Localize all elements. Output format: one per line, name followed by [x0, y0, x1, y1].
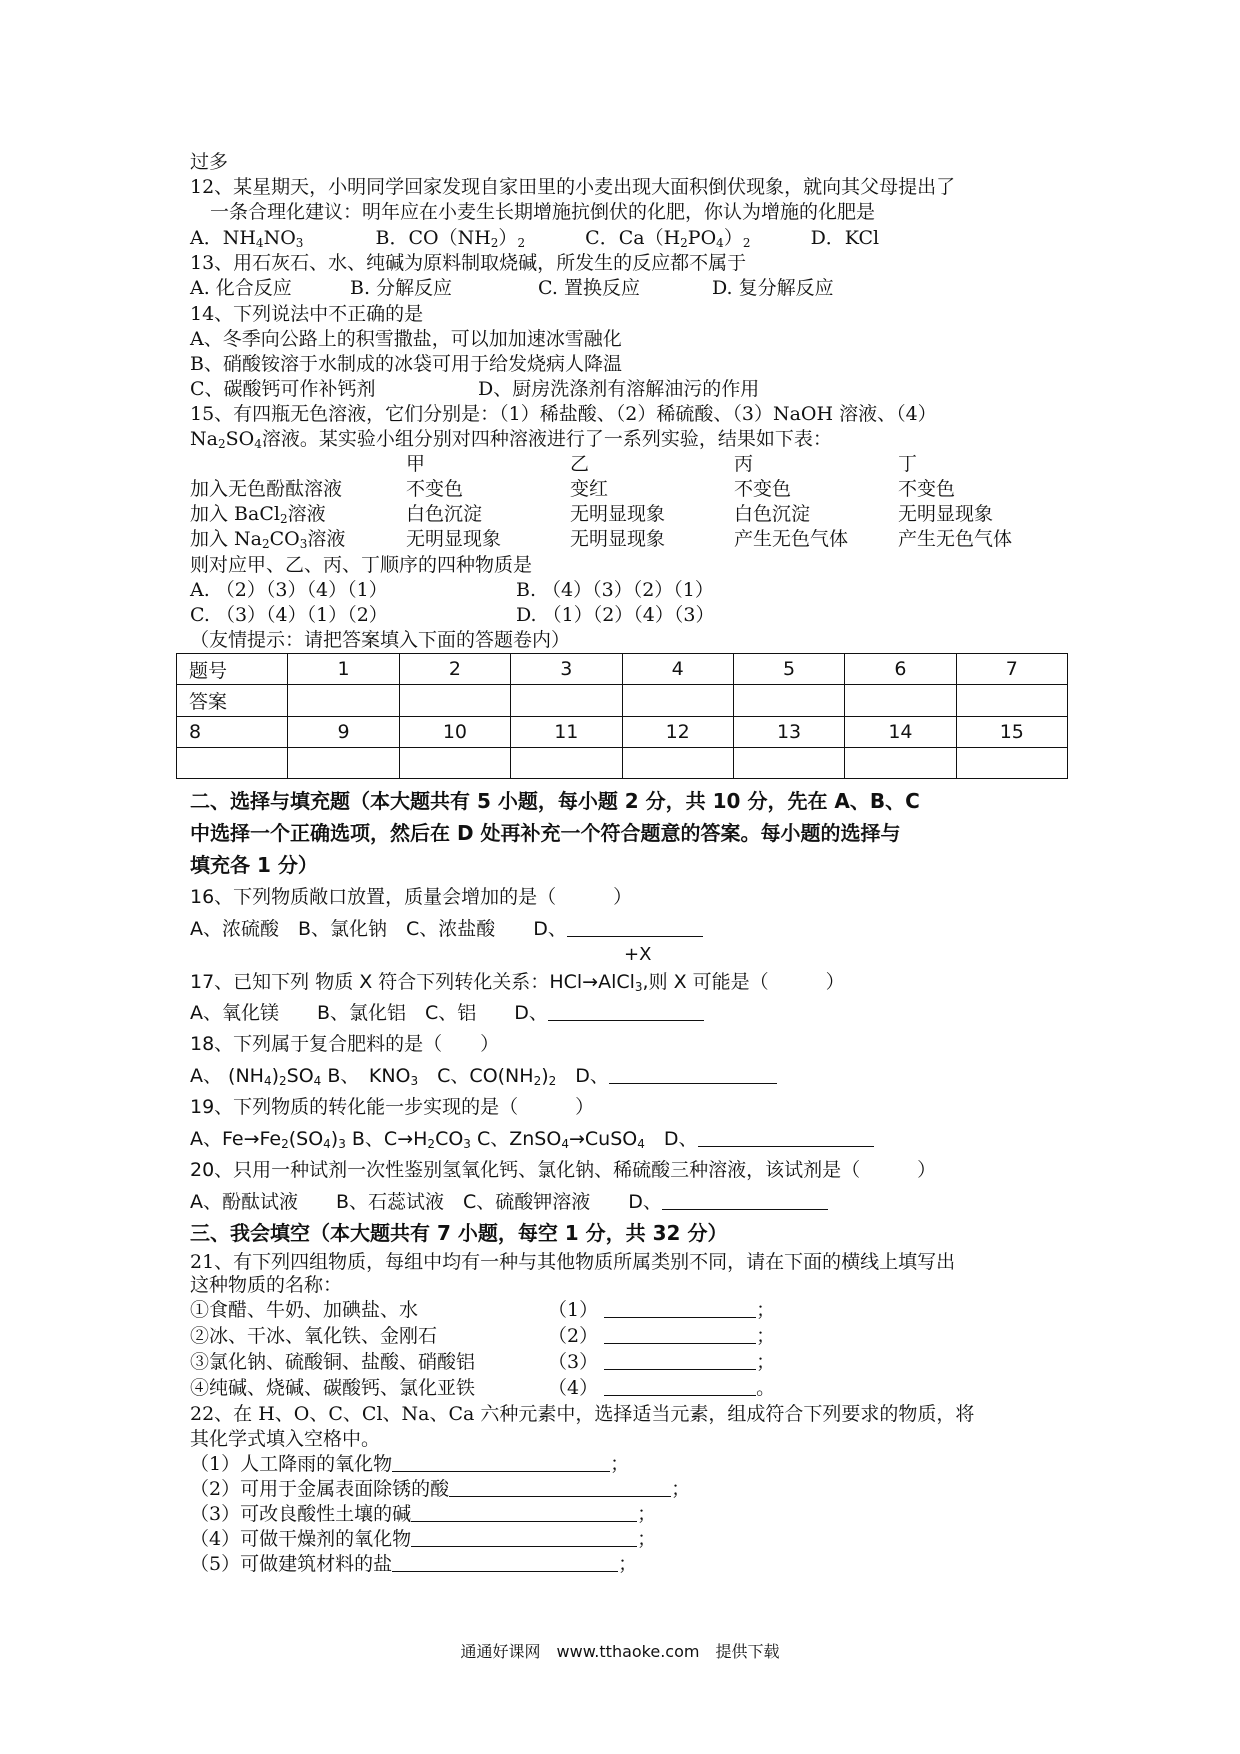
table-cell: 题号: [177, 654, 288, 685]
q22-answer-blank[interactable]: [392, 1453, 610, 1472]
table-cell: 8: [177, 716, 288, 747]
answer-cell[interactable]: [288, 747, 399, 778]
q15-option-d: D. （1）（2）（4）（3）: [516, 604, 715, 626]
q21-stem-2: 这种物质的名称：: [190, 1274, 343, 1296]
q15-cell: 白色沉淀: [734, 503, 811, 525]
answer-cell[interactable]: [177, 747, 288, 778]
q21-answer-blank[interactable]: [604, 1325, 756, 1344]
q15-cell: 不变色: [898, 478, 956, 500]
q15-cell: 不变色: [734, 478, 792, 500]
q13-option-a: A. 化合反应: [190, 277, 292, 299]
section-3-heading: 三、我会填空（本大题共有 7 小题，每空 1 分，共 32 分）: [190, 1221, 728, 1245]
q15-cell: 产生无色气体: [898, 528, 1013, 550]
q17-options: A、氧化镁 B、氯化铝 C、铝 D、: [190, 1001, 704, 1025]
q13-option-c: C. 置换反应: [538, 277, 640, 299]
q19-options: A、$Fe\to Fe_2(SO_4)_3$ B、$C\to H_2CO_3$ C、ZnSO$_4$→CuSO$_4$ D、: [190, 1127, 874, 1151]
q15-stem-1: 15、有四瓶无色溶液，它们分别是：（1）稀盐酸、（2）稀硫酸、（3）NaOH 溶液、（4）: [190, 403, 937, 425]
q18-stem: 18、下列属于复合肥料的是（ ）: [190, 1033, 500, 1055]
q15-cell: 无明显现象: [406, 528, 502, 550]
table-row: [177, 716, 1068, 747]
q22-answer-blank[interactable]: [411, 1503, 637, 1522]
q21-answer-blank[interactable]: [604, 1351, 756, 1370]
table-row: [177, 685, 1068, 716]
footer-source: 通通好课网 www.tthaoke.com 提供下载: [460, 1642, 780, 1661]
q16-options: A、浓硫酸 B、氯化钠 C、浓盐酸 D、: [190, 917, 703, 941]
answer-cell[interactable]: [622, 685, 733, 716]
q21-answer-blank[interactable]: [604, 1377, 756, 1396]
q17-stem: 17、已知下列 物质 X 符合下列转化关系：HCl→AlCl$_3$,则 X 可能是（ ）: [190, 971, 845, 994]
q12-options: [190, 226, 879, 250]
q18-options: A、 $(NH_4)_2SO_4$ B、 $KNO_3$ C、$CO(NH_2)_2$ D、: [190, 1064, 777, 1088]
q21-answer-line: （2） ；: [548, 1325, 776, 1347]
q15-option-a: A. （2）（3）（4）（1）: [190, 579, 388, 601]
q15-cell: 无明显现象: [898, 503, 994, 525]
q19-stem: 19、下列物质的转化能一步实现的是（ ）: [190, 1096, 595, 1118]
q20-answer-blank[interactable]: [662, 1191, 828, 1210]
q15-cell: 无明显现象: [570, 503, 666, 525]
q15-header-4: 丁: [898, 453, 918, 475]
q22-item: （2）可用于金属表面除锈的酸 ；: [190, 1478, 691, 1500]
q14-option-b: B、硝酸铵溶于水制成的冰袋可用于给发烧病人降温: [190, 353, 622, 375]
q15-header-2: 乙: [570, 453, 590, 475]
q22-item: （3）可改良酸性土壤的碱 ；: [190, 1503, 657, 1525]
table-cell: 4: [622, 654, 733, 685]
q21-item: ④纯碱、烧碱、碳酸钙、氯化亚铁: [190, 1377, 476, 1399]
table-cell: 5: [733, 654, 844, 685]
q15-stem-2: $Na_2SO_4$溶液。某实验小组分别对四种溶液进行了一系列实验，结果如下表：: [190, 428, 832, 451]
q13-option-d: D. 复分解反应: [712, 277, 834, 299]
table-cell: 12: [622, 716, 733, 747]
q22-stem-1: 22、在 H、O、C、Cl、Na、Ca 六种元素中，选择适当元素，组成符合下列要求的物质，将: [190, 1403, 975, 1425]
q12-option-c: C．$Ca(H_2PO_4)_2$: [585, 227, 751, 250]
table-cell: 1: [288, 654, 399, 685]
q22-item: （4）可做干燥剂的氧化物 ；: [190, 1528, 657, 1550]
q21-answer-line: （4） 。: [548, 1377, 776, 1399]
section-2-heading-3: 填充各 1 分）: [190, 853, 318, 877]
q15-option-c: C. （3）（4）（1）（2）: [190, 604, 388, 626]
section-2-heading-1: 二、选择与填充题（本大题共有 5 小题，每小题 2 分，共 10 分，先在 A、B、C: [190, 789, 920, 813]
answer-cell[interactable]: [956, 747, 1067, 778]
q15-row-label: 加入 $Na_2CO_3$溶液: [190, 528, 346, 551]
table-cell: 3: [511, 654, 622, 685]
q15-header-3: 丙: [734, 453, 754, 475]
q22-answer-blank[interactable]: [411, 1528, 637, 1547]
section-2-heading-2: 中选择一个正确选项，然后在 D 处再补充一个符合题意的答案。每小题的选择与: [190, 821, 901, 845]
q21-answer-blank[interactable]: [604, 1299, 756, 1318]
q12-option-b: B．$CO(NH_2)_2$: [375, 227, 526, 250]
q12-option-d: D．KCl: [810, 227, 880, 249]
answer-cell[interactable]: [956, 685, 1067, 716]
q13-option-b: B. 分解反应: [350, 277, 453, 299]
q17-reagent-label: +X: [624, 944, 652, 965]
q22-answer-blank[interactable]: [449, 1478, 671, 1497]
table-cell: 10: [399, 716, 510, 747]
q15-ask: 则对应甲、乙、丙、丁顺序的四种物质是: [190, 554, 533, 576]
q15-row-label: 加入无色酚酞溶液: [190, 478, 343, 500]
table-cell: 11: [511, 716, 622, 747]
q17-answer-blank[interactable]: [548, 1002, 704, 1021]
answer-cell[interactable]: [511, 685, 622, 716]
answer-cell[interactable]: [845, 685, 956, 716]
q22-stem-2: 其化学式填入空格中。: [190, 1428, 381, 1450]
answer-cell[interactable]: [733, 685, 844, 716]
answer-cell[interactable]: [845, 747, 956, 778]
q21-answer-line: （3） ；: [548, 1351, 776, 1373]
answer-cell[interactable]: [399, 685, 510, 716]
q18-answer-blank[interactable]: [609, 1065, 777, 1084]
table-row: [177, 654, 1068, 685]
q12-option-a: A．$NH_4NO_3$: [190, 227, 304, 250]
q14-option-d: D、厨房洗涤剂有溶解油污的作用: [478, 378, 760, 400]
table-cell: 13: [733, 716, 844, 747]
answer-cell[interactable]: [399, 747, 510, 778]
q21-item: ③氯化钠、硫酸铜、盐酸、硝酸铝: [190, 1351, 476, 1373]
q13-stem: 13、用石灰石、水、纯碱为原料制取烧碱，所发生的反应都不属于: [190, 252, 747, 274]
q12-stem-2: 一条合理化建议：明年应在小麦生长期增施抗倒伏的化肥，你认为增施的化肥是: [210, 201, 876, 223]
q15-cell: 无明显现象: [570, 528, 666, 550]
table-cell: 14: [845, 716, 956, 747]
q20-options: A、酚酞试液 B、石蕊试液 C、硫酸钾溶液 D、: [190, 1190, 828, 1214]
answer-table: [176, 653, 1068, 779]
q14-stem: 14、下列说法中不正确的是: [190, 303, 424, 325]
q22-answer-blank[interactable]: [392, 1553, 618, 1572]
q15-cell: 白色沉淀: [406, 503, 483, 525]
q20-stem: 20、只用一种试剂一次性鉴别氢氧化钙、氯化钠、稀硫酸三种溶液，该试剂是（ ）: [190, 1159, 937, 1181]
q16-stem: 16、下列物质敞口放置，质量会增加的是（ ）: [190, 886, 633, 908]
answer-cell[interactable]: [622, 747, 733, 778]
table-cell: 9: [288, 716, 399, 747]
answer-cell[interactable]: [511, 747, 622, 778]
q19-answer-blank[interactable]: [698, 1128, 874, 1147]
q15-cell: 不变色: [406, 478, 464, 500]
q15-row-label: 加入 BaCl$_2$溶液: [190, 503, 326, 526]
table-row: [177, 747, 1068, 778]
q15-option-b: B. （4）（3）（2）（1）: [516, 579, 714, 601]
q21-item: ②冰、干冰、氧化铁、金刚石: [190, 1325, 438, 1347]
q16-answer-blank[interactable]: [567, 918, 703, 937]
table-cell: 6: [845, 654, 956, 685]
table-cell: 答案: [177, 685, 288, 716]
answer-cell[interactable]: [288, 685, 399, 716]
q21-stem-1: 21、有下列四组物质，每组中均有一种与其他物质所属类别不同，请在下面的横线上填写出: [190, 1251, 956, 1273]
answer-hint: （友情提示：请把答案填入下面的答题卷内）: [190, 629, 571, 651]
q21-answer-line: （1） ；: [548, 1299, 776, 1321]
q22-item: （1）人工降雨的氧化物 ；: [190, 1453, 630, 1475]
table-cell: 7: [956, 654, 1067, 685]
q15-cell: 变红: [570, 478, 609, 500]
q15-header-1: 甲: [406, 453, 426, 475]
q14-option-c: C、碳酸钙可作补钙剂: [190, 378, 376, 400]
line-continuation: 过多: [190, 151, 229, 173]
answer-cell[interactable]: [733, 747, 844, 778]
q21-item: ①食醋、牛奶、加碘盐、水: [190, 1299, 419, 1321]
q14-option-a: A、冬季向公路上的积雪撒盐，可以加加速冰雪融化: [190, 328, 622, 350]
q22-item: （5）可做建筑材料的盐 ；: [190, 1553, 638, 1575]
q12-stem-1: 12、某星期天，小明同学回家发现自家田里的小麦出现大面积倒伏现象，就向其父母提出了: [190, 176, 956, 198]
q15-cell: 产生无色气体: [734, 528, 849, 550]
table-cell: 2: [399, 654, 510, 685]
table-cell: 15: [956, 716, 1067, 747]
